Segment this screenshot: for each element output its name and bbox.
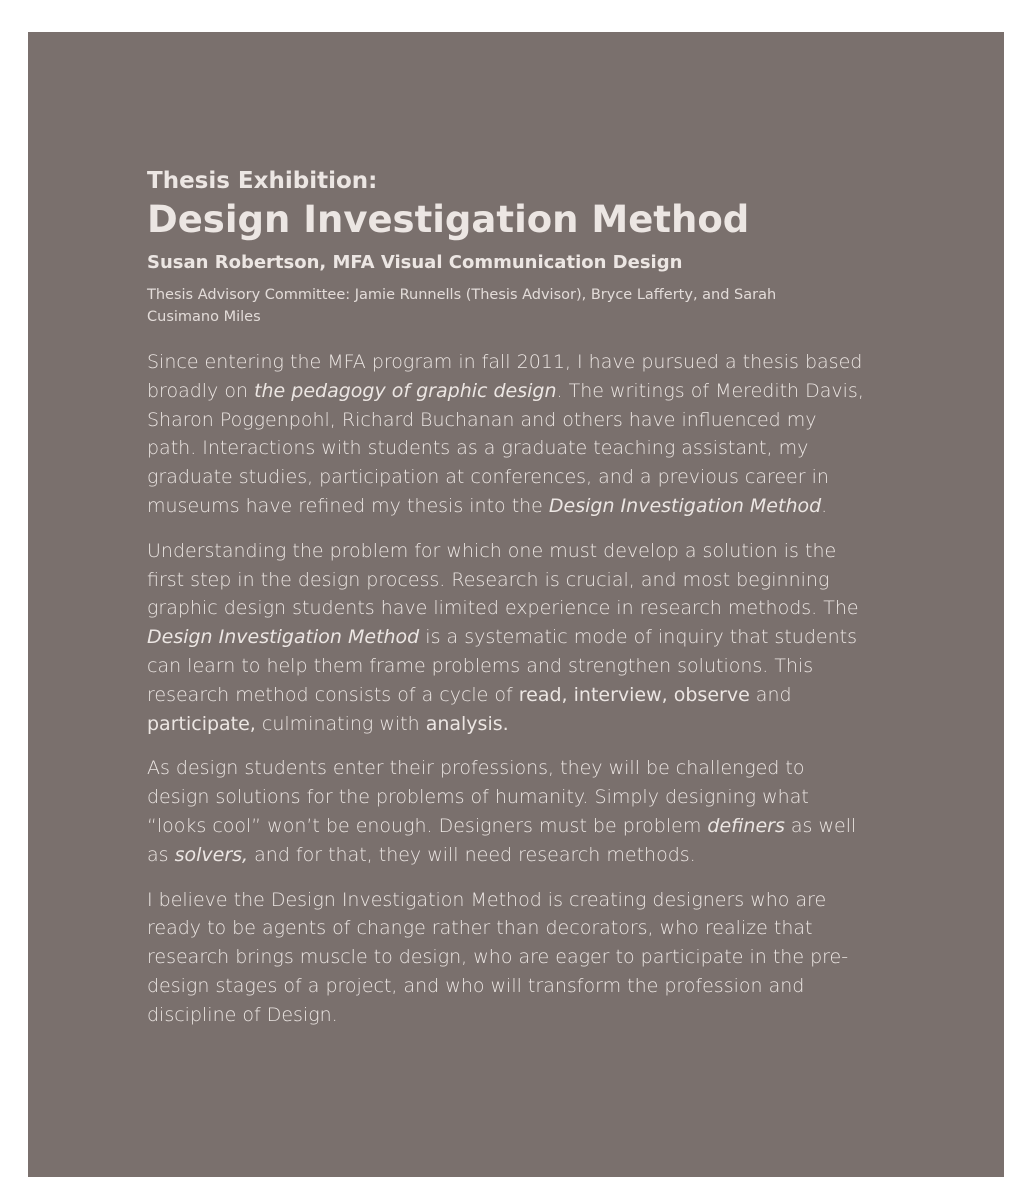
paragraph-3-emphasis: definers [707, 814, 785, 837]
author-line: Susan Robertson, MFA Visual Communication Design [147, 252, 683, 273]
paragraph-1-emphasis: Design Investigation Method [548, 494, 822, 517]
paragraph-1-text: . [821, 494, 828, 517]
paragraph-1 [147, 348, 867, 521]
paragraph-2-bold: analysis. [425, 712, 509, 735]
paragraph-4 [147, 886, 867, 1030]
paragraph-2-bold: read, interview, observe [518, 683, 750, 706]
paragraph-1-emphasis: the pedagogy of graphic design [254, 379, 557, 402]
panel-content [147, 166, 867, 1030]
paragraph-2-text: and [749, 683, 792, 706]
paragraph-1-text: . The writings of Meredith Davis, Sharon Poggenpohl, Richard Buchanan and others have influenced my path. Interactions with students as a graduate teaching assistant, my graduate studies, participation at conferences, and a previous career in museums have refined my thesis into the [147, 379, 864, 517]
committee-line: Thesis Advisory Committee: Jamie Runnells (Thesis Advisor), Bryce Lafferty, and Sarah Cusimano Miles [147, 287, 777, 325]
paragraph-2-text: Understanding the problem for which one must develop a solution is the first step in the design process. Research is crucial, and most beginning graphic design students have limited experience in research methods. The [147, 539, 859, 620]
paragraph-3-text: As design students enter their professions, they will be challenged to design solutions for the problems of humanity. Simply designing what “looks cool” won’t be enough. Designers must be problem [147, 757, 809, 837]
paragraph-3-text: as well as [147, 814, 857, 866]
paragraph-3-text: and for that, they will need research methods. [248, 843, 696, 866]
exhibition-kicker: Thesis Exhibition: [147, 168, 378, 194]
paragraph-3 [147, 754, 867, 869]
paragraph-4-text: I believe the Design Investigation Method is creating designers who are ready to be agents of change rather than decorators, who realize that research brings muscle to design, who are eager to participate in the pre-design stages of a project, and who will transform the profession and discipline of Design. [147, 888, 849, 1026]
paragraph-2-emphasis: Design Investigation Method [147, 626, 420, 649]
paragraph-2 [147, 537, 867, 739]
paragraph-2-text: is a systematic mode of inquiry that students can learn to help them frame problems and strengthen solutions. This research method consists of a cycle of [147, 626, 857, 706]
paragraph-2-bold: participate, [147, 712, 256, 735]
body-text [147, 348, 867, 1030]
paragraph-2-text: culminating with [255, 712, 426, 735]
paragraph-1-text: Since entering the MFA program in fall 2011, I have pursued a thesis based broadly on [147, 351, 863, 402]
exhibition-panel [28, 32, 1004, 1177]
paragraph-3-emphasis: solvers, [174, 843, 249, 866]
page-title: Design Investigation Method [147, 198, 750, 241]
